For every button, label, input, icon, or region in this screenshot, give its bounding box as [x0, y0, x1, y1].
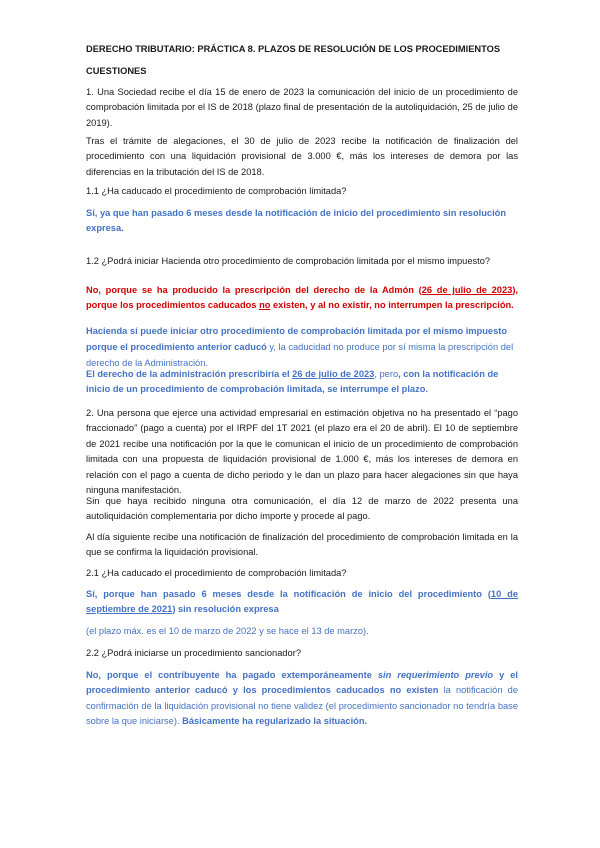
- answer-1-2-red: [86, 283, 518, 314]
- answer-2-1-part: Sí, porque han pasado 6 meses desde la notificación de inicio del procedimiento (: [86, 589, 491, 599]
- answer-1-2-red-part: ), porque los procedimientos caducados: [86, 285, 518, 311]
- answer-2-2-part: No, porque el contribuyente ha pagado extemporáneamente: [86, 670, 378, 680]
- answer-1-2-blue-2-part: , pero: [374, 369, 399, 379]
- question-1-2: 1.2 ¿Podrá iniciar Hacienda otro procedimiento de comprobación limitada por el mismo impuesto?: [86, 256, 491, 266]
- question-1-1: 1.1 ¿Ha caducado el procedimiento de comprobación limitada?: [86, 186, 347, 196]
- answer-2-1-part: ) sin resolución expresa: [172, 604, 279, 615]
- answer-2-2-part: la notificación de confirmación de la liquidación provisional no tiene validez (el procedimiento sancionador no tendría base sobre la que iniciarse).: [86, 685, 518, 727]
- answer-1-2-blue-rest: y, la caducidad no produce por sí misma la prescripción del derecho de la Administración.: [86, 342, 514, 368]
- notification-date: 10 de septiembre de 2021: [86, 589, 518, 615]
- document-title: DERECHO TRIBUTARIO: PRÁCTICA 8. PLAZOS DE RESOLUCIÓN DE LOS PROCEDIMIENTOS: [86, 44, 501, 54]
- section-heading: CUESTIONES: [86, 66, 147, 76]
- answer-2-2-conclusion: Básicamente ha regularizado la situación.: [182, 716, 368, 727]
- question-2-facts: Sin que haya recibido ninguna otra comunicación, el día 12 de marzo de 2022 presenta una autoliquidación complementaria por dicho importe y procede al pago.: [86, 496, 518, 522]
- answer-2-1-note: (el plazo máx. es el 10 de marzo de 2022 y se hace el 13 de marzo).: [86, 626, 369, 636]
- answer-1-2-blue-2-part: , con la notificación de inicio de un procedimiento de comprobación limitada, se interrumpe el plazo.: [86, 369, 499, 395]
- answer-2-1: [86, 587, 518, 618]
- question-1-facts: Tras el trámite de alegaciones, el 30 de julio de 2023 recibe la notificación de finalización del procedimiento con una liquidación provisional de 3.000 €, más los intereses de demora por las diferencias en la tributación del IS de 2018.: [86, 136, 518, 177]
- question-2-statement: 2. Una persona que ejerce una actividad empresarial en estimación objetiva no ha presentado el “pago fraccionado” (pago a cuenta) por el IRPF del 1T 2021 (el plazo era el 20 de abril). El 10 de septiembre de 2021 recibe una notificación por la que le comunican el inicio de un procedimiento de comprobación limitada con una propuesta de liquidación provisional de 1.000 €, más los intereses de demora en relación con el pago a cuenta de dicho periodo y le dan un plazo para hacer alegaciones sin que haya ninguna manifestación.: [86, 408, 518, 496]
- prescription-date: 26 de julio de 2023: [421, 285, 513, 295]
- answer-1-2-red-no: no: [259, 300, 271, 311]
- prescription-date-blue: 26 de julio de 2023: [292, 369, 375, 379]
- answer-1-1: Sí, ya que han pasado 6 meses desde la notificación de inicio del procedimiento sin resolución expresa.: [86, 208, 507, 234]
- answer-2-2-part: y el procedimiento anterior caducó y los procedimientos caducados no existen: [86, 670, 518, 696]
- answer-1-2-blue-2-part: El derecho de la administración prescribiría el: [86, 369, 293, 379]
- answer-1-2-red-part: No, porque se ha producido la prescripción del derecho de la Admón (: [86, 285, 422, 295]
- question-2-1: 2.1 ¿Ha caducado el procedimiento de comprobación limitada?: [86, 568, 347, 578]
- answer-1-2-blue-bold: Hacienda sí puede iniciar otro procedimiento de comprobación limitada por el mismo impuesto porque el procedimiento anterior caducó: [86, 326, 508, 352]
- answer-1-2-red-part: existen, y al no existir, no interrumpen la prescripción.: [270, 300, 514, 311]
- question-2-facts-2: Al día siguiente recibe una notificación de finalización del procedimiento de comprobación limitada en la que se confirma la liquidación provisional.: [86, 532, 518, 558]
- answer-2-2-italic: sin requerimiento previo: [377, 670, 494, 680]
- question-2-2: 2.2 ¿Podrá iniciarse un procedimiento sancionador?: [86, 648, 301, 658]
- answer-2-2: [86, 668, 518, 730]
- answer-1-2-blue-2: [86, 367, 518, 398]
- answer-1-2-blue-1: [86, 323, 518, 371]
- question-1-statement: 1. Una Sociedad recibe el día 15 de enero de 2023 la comunicación del inicio de un procedimiento de comprobación limitada por el IS de 2018 (plazo final de presentación de la autoliquidación, 25 de julio de 2019).: [86, 87, 518, 128]
